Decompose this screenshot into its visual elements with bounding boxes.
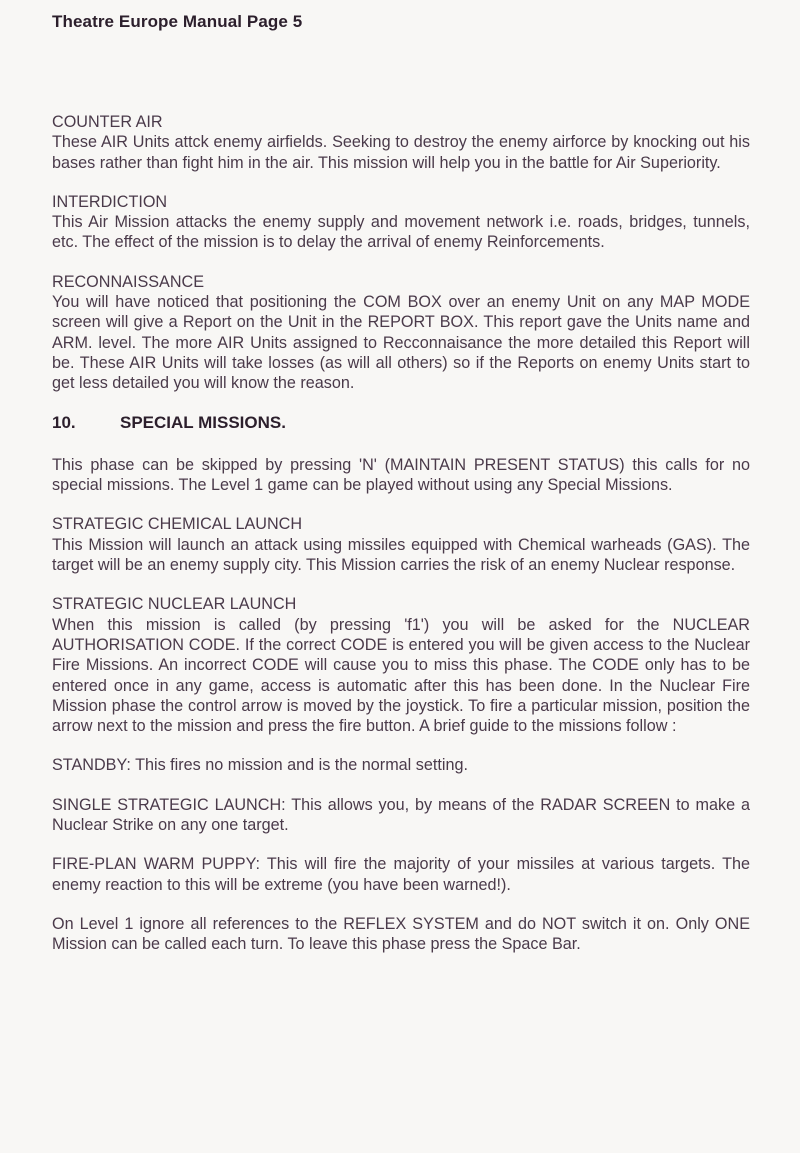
mission-option-standby xyxy=(52,755,750,775)
option-label: FIRE-PLAN WARM PUPPY: xyxy=(52,855,260,874)
option-label: SINGLE STRATEGIC LAUNCH: xyxy=(52,795,286,814)
section-text: You will have noticed that positioning the COM BOX over an enemy Unit on any MAP MODE screen will give a Report on the Unit in the REPORT BOX. This report gave the Units name and ARM. level. The more AIR Units assigned to Recconnaisance the more detailed this Report will be. These AIR Units will take losses (as will all others) so if the Reports on enemy Units start to get less detailed you will know the reason. xyxy=(52,293,750,393)
section-reconnaissance xyxy=(52,272,750,394)
special-missions-heading xyxy=(52,413,750,433)
section-counter-air xyxy=(52,112,750,173)
section-heading: INTERDICTION xyxy=(52,192,168,211)
closing-paragraph xyxy=(52,914,750,955)
section-text: These AIR Units attck enemy airfields. Seeking to destroy the enemy airforce by knocking out his bases rather than fight him in the air. This mission will help you in the battle for Air Superiority. xyxy=(52,133,750,172)
section-heading: COUNTER AIR xyxy=(52,113,163,131)
special-missions-intro xyxy=(52,455,750,496)
mission-option-single-launch xyxy=(52,795,750,836)
option-label: STANDBY: xyxy=(52,756,131,775)
section-heading: STRATEGIC CHEMICAL LAUNCH xyxy=(52,515,303,534)
page-title: Theatre Europe Manual Page 5 xyxy=(52,12,303,31)
option-text: This will fire the majority of your missiles at various targets. The enemy reaction to this will be extreme (you have been warned!). xyxy=(52,855,750,894)
manual-content xyxy=(52,112,750,955)
section-heading: RECONNAISSANCE xyxy=(52,272,205,291)
section-text: On Level 1 ignore all references to the REFLEX SYSTEM and do NOT switch it on. Only ONE Mission can be called each turn. To leave this phase press the Space Bar. xyxy=(52,914,750,954)
section-text: This Air Mission attacks the enemy supply and movement network i.e. roads, bridges, tunnels, etc. The effect of the mission is to delay the arrival of enemy Reinforcements. xyxy=(52,213,750,252)
option-text: This allows you, by means of the RADAR SCREEN to make a Nuclear Strike on any one target. xyxy=(52,795,750,835)
section-text: This phase can be skipped by pressing 'N' (MAINTAIN PRESENT STATUS) this calls for no special missions. The Level 1 game can be played without using any Special Missions. xyxy=(52,455,750,495)
section-text: When this mission is called (by pressing 'f1') you will be asked for the NUCLEAR AUTHORISATION CODE. If the correct CODE is entered you will be given access to the Nuclear Fire Missions. An incorrect CODE will cause you to miss this phase. The CODE only has to be entered once in any game, access is automatic after this has been done. In the Nuclear Fire Mission phase the control arrow is moved by the joystick. To fire a particular mission, position the arrow next to the mission and press the fire button. A brief guide to the missions follow : xyxy=(52,615,750,736)
section-title: SPECIAL MISSIONS. xyxy=(120,412,286,432)
section-heading: STRATEGIC NUCLEAR LAUNCH xyxy=(52,595,297,614)
section-interdiction xyxy=(52,192,750,253)
section-text: This Mission will launch an attack using missiles equipped with Chemical warheads (GAS). The target will be an enemy supply city. This Mission carries the risk of an enemy Nuclear response. xyxy=(52,535,750,575)
mission-option-warm-puppy xyxy=(52,854,750,895)
section-chemical-launch xyxy=(52,514,750,575)
option-text: This fires no mission and is the normal setting. xyxy=(135,756,468,775)
section-number: 10. xyxy=(52,412,76,432)
section-nuclear-launch xyxy=(52,594,750,736)
